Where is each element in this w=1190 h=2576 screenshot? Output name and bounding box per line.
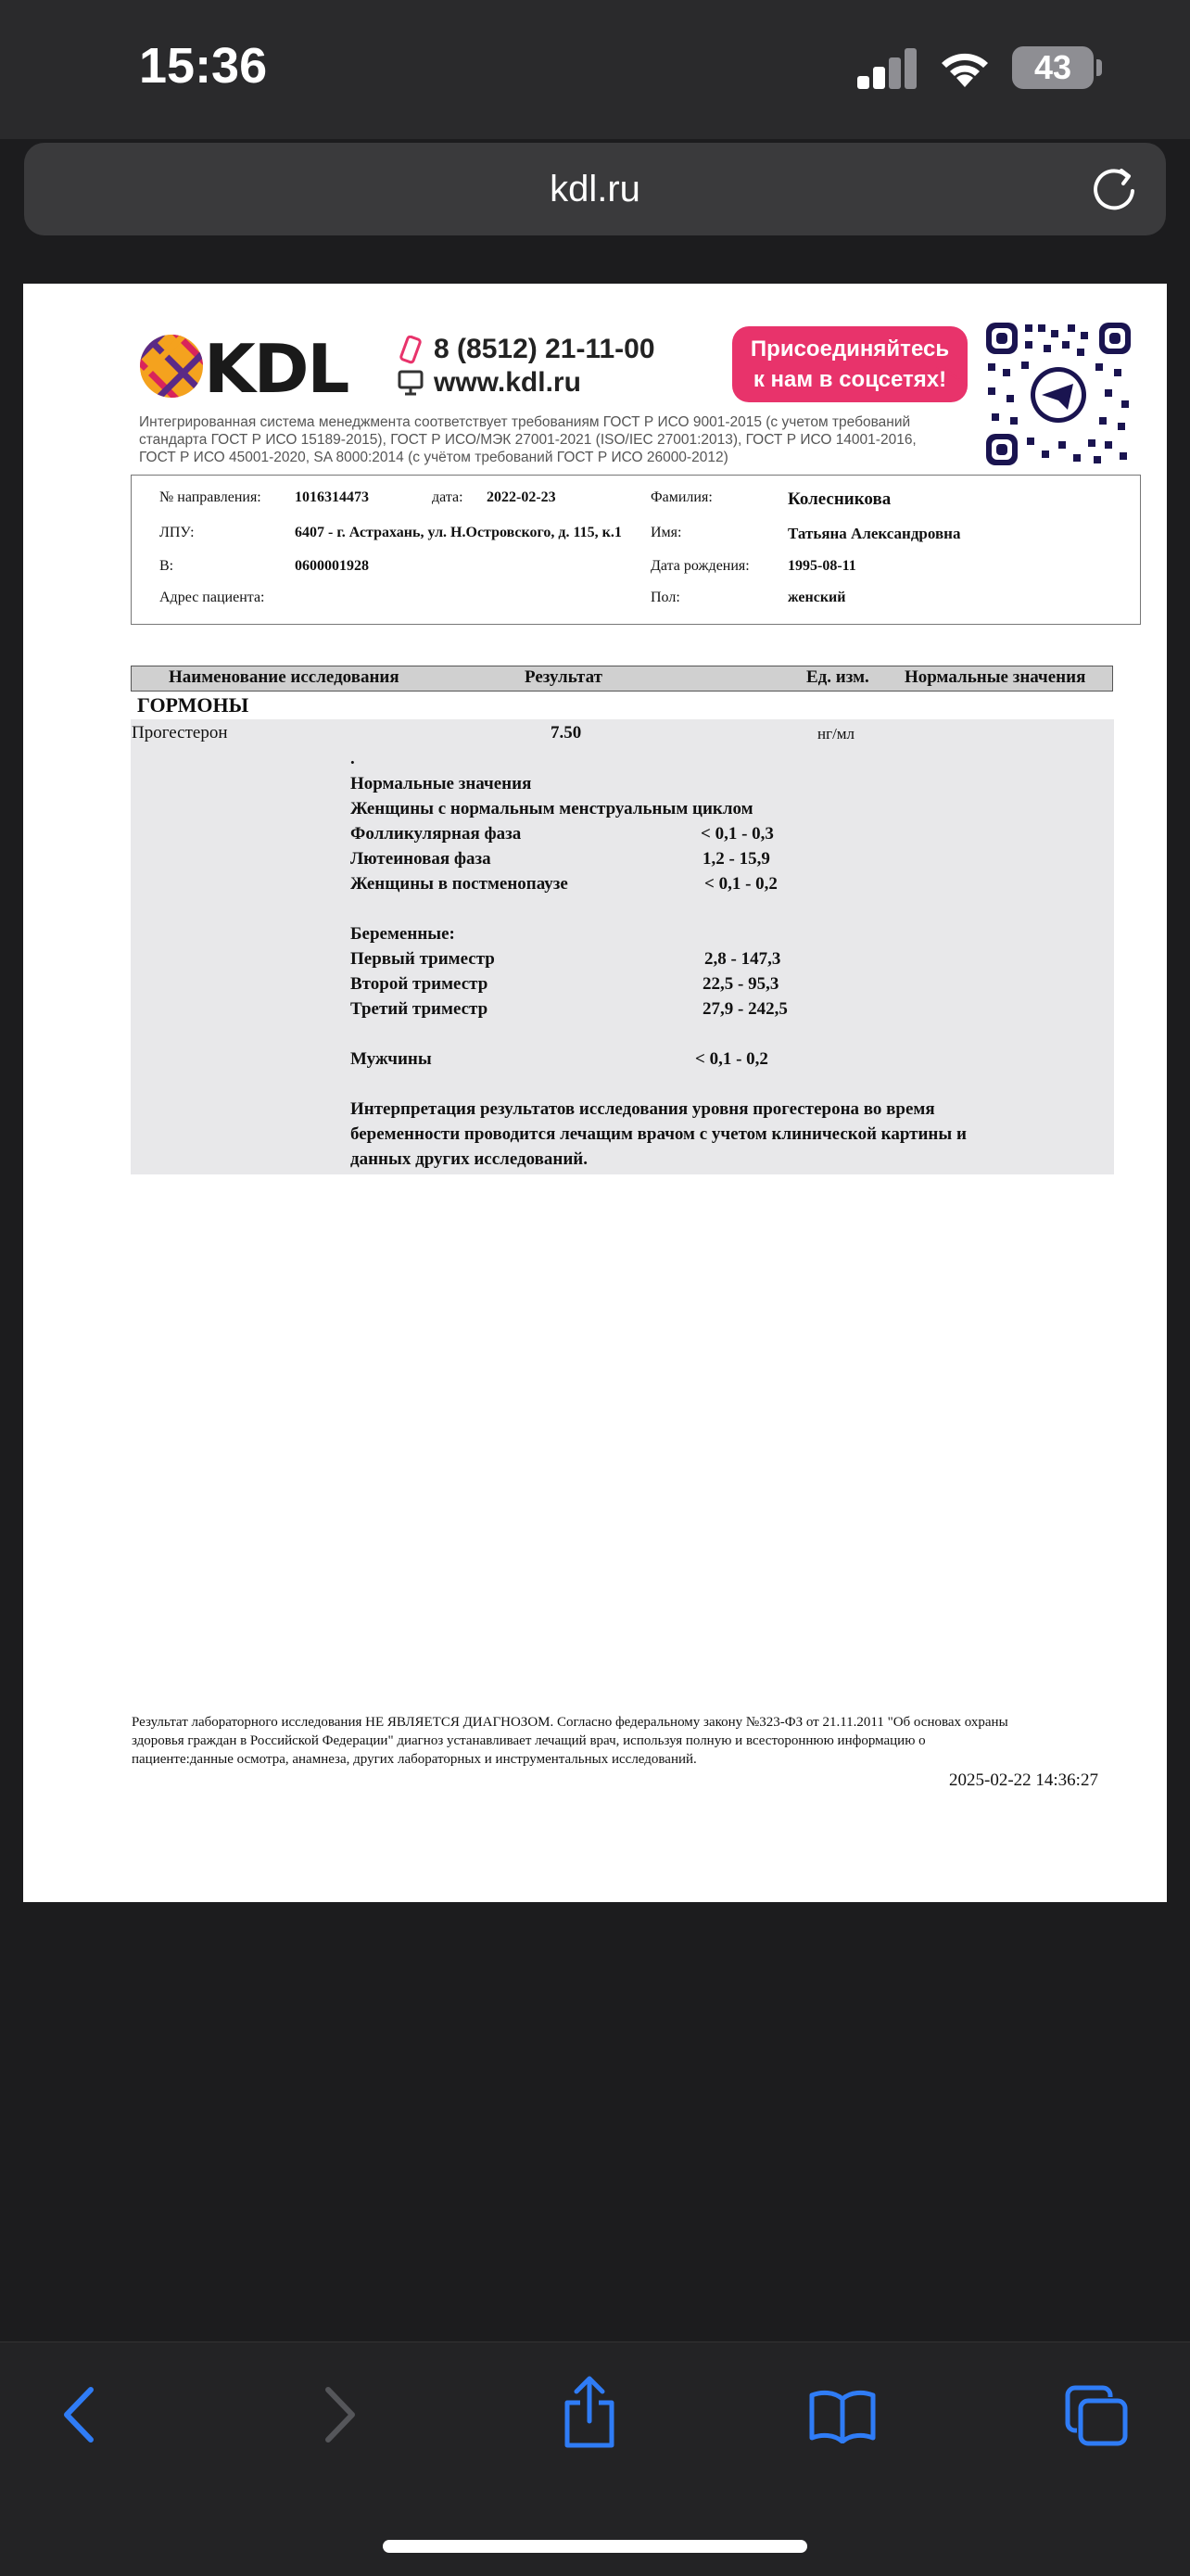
norm-tri3: Третий триместр xyxy=(350,999,488,1019)
phone-icon xyxy=(397,336,424,365)
norm-luteal: Лютеиновая фаза xyxy=(350,849,491,869)
home-indicator[interactable] xyxy=(383,2540,807,2553)
sex-value: женский xyxy=(788,590,846,605)
interpretation-line-1: Интерпретация результатов исследования уровня прогестерона во время xyxy=(350,1099,935,1119)
status-time: 15:36 xyxy=(139,38,268,94)
norm-tri2-value: 22,5 - 95,3 xyxy=(703,974,779,994)
iso-certification-text: Интегрированная система менеджмента соответствует требованиям ГОСТ Р ИСО 9001-2015 (с учетом требований стандарта ГОСТ Р ИСО 15189-2015), ГОСТ Р ИСО/МЭК 27001-2021 (ISO/IEC 27001:2013), ГОСТ Р ИСО 14001-2016, ГОСТ Р ИСО 45001-2020, SA 8000:2014 (с учётом требований ГОСТ Р ИСО 26000-2012) xyxy=(139,414,917,465)
social-promo-text: Присоединяйтесь к нам в соцсетях! xyxy=(750,336,950,392)
interpretation-line-3: данных других исследований. xyxy=(350,1149,588,1169)
surname-label: Фамилия: xyxy=(651,489,713,505)
date-value: 2022-02-23 xyxy=(487,489,556,505)
v-value: 0600001928 xyxy=(295,558,369,574)
col-norm-header: Нормальные значения xyxy=(905,667,1086,687)
brand-name: KDL xyxy=(204,330,348,408)
col-result-header: Результат xyxy=(525,667,602,687)
test-unit: нг/мл xyxy=(817,725,855,742)
norm-tri2: Второй триместр xyxy=(350,974,488,994)
contact-phone: 8 (8512) 21-11-00 xyxy=(434,334,655,364)
address-label: Адрес пациента: xyxy=(159,590,265,605)
norm-follicular-value: < 0,1 - 0,3 xyxy=(701,824,774,844)
chevron-right-icon[interactable] xyxy=(319,2386,361,2443)
date-label: дата: xyxy=(432,489,463,505)
section-title: ГОРМОНЫ xyxy=(137,693,249,717)
norm-title: Нормальные значения xyxy=(350,774,532,793)
lpu-label: ЛПУ: xyxy=(159,525,195,540)
norm-tri1: Первый триместр xyxy=(350,949,495,969)
share-icon[interactable] xyxy=(560,2375,619,2449)
reload-icon[interactable] xyxy=(1086,161,1142,217)
wifi-icon xyxy=(936,46,994,89)
norm-women-cycle: Женщины с нормальным менструальным циклом xyxy=(350,799,753,818)
norm-pregnant: Беременные: xyxy=(350,924,455,944)
norm-tri1-value: 2,8 - 147,3 xyxy=(704,949,781,969)
name-value: Татьяна Александровна xyxy=(788,525,961,542)
chevron-left-icon[interactable] xyxy=(57,2386,100,2443)
book-icon[interactable] xyxy=(808,2388,877,2443)
patient-info-box xyxy=(131,475,1141,625)
norm-tri3-value: 27,9 - 242,5 xyxy=(703,999,788,1019)
surname-value: Колесникова xyxy=(788,489,892,509)
test-result: 7.50 xyxy=(551,723,582,742)
sex-label: Пол: xyxy=(651,590,680,605)
qr-code[interactable] xyxy=(984,321,1133,467)
norm-luteal-value: 1,2 - 15,9 xyxy=(703,849,770,869)
norm-follicular: Фолликулярная фаза xyxy=(350,824,522,844)
monitor-icon xyxy=(397,369,424,397)
col-unit-header: Ед. изм. xyxy=(806,667,869,687)
signal-icon xyxy=(857,48,918,89)
v-label: В: xyxy=(159,558,174,574)
tabs-icon[interactable] xyxy=(1064,2384,1129,2447)
norm-postmeno-value: < 0,1 - 0,2 xyxy=(704,874,778,894)
print-timestamp: 2025-02-22 14:36:27 xyxy=(949,1770,1098,1790)
name-label: Имя: xyxy=(651,525,682,540)
norm-men-value: < 0,1 - 0,2 xyxy=(695,1049,768,1069)
lpu-value: 6407 - г. Астрахань, ул. Н.Островского, д. 115, к.1 xyxy=(295,525,622,540)
contact-site: www.kdl.ru xyxy=(434,367,581,398)
dob-label: Дата рождения: xyxy=(651,558,750,574)
interpretation-line-2: беременности проводится лечащим врачом с учетом клинической картины и xyxy=(350,1124,967,1144)
kdl-logo-icon xyxy=(139,334,204,399)
norm-men: Мужчины xyxy=(350,1049,432,1069)
address-url[interactable]: kdl.ru xyxy=(550,169,640,209)
battery-level: 43 xyxy=(1033,48,1072,86)
ref-label: № направления: xyxy=(159,489,261,505)
dob-value: 1995-08-11 xyxy=(788,558,856,574)
test-name: Прогестерон xyxy=(132,723,228,742)
norm-dot: . xyxy=(350,749,355,768)
col-name-header: Наименование исследования xyxy=(169,667,399,687)
ref-value: 1016314473 xyxy=(295,489,369,505)
norm-postmeno: Женщины в постменопаузе xyxy=(350,874,568,894)
battery-tip xyxy=(1096,59,1102,76)
disclaimer: Результат лабораторного исследования НЕ ЯВЛЯЕТСЯ ДИАГНОЗОМ. Согласно федеральному закону №323-ФЗ от 21.11.2011 "Об основах охраны здоровья граждан в Российской Федерации" диагноз устанавливает лечащий врач, используя полную и всестороннюю информацию о пациенте:данные осмотра, анамнеза, других лабораторных и инструментальных исследований. xyxy=(132,1715,1008,1767)
